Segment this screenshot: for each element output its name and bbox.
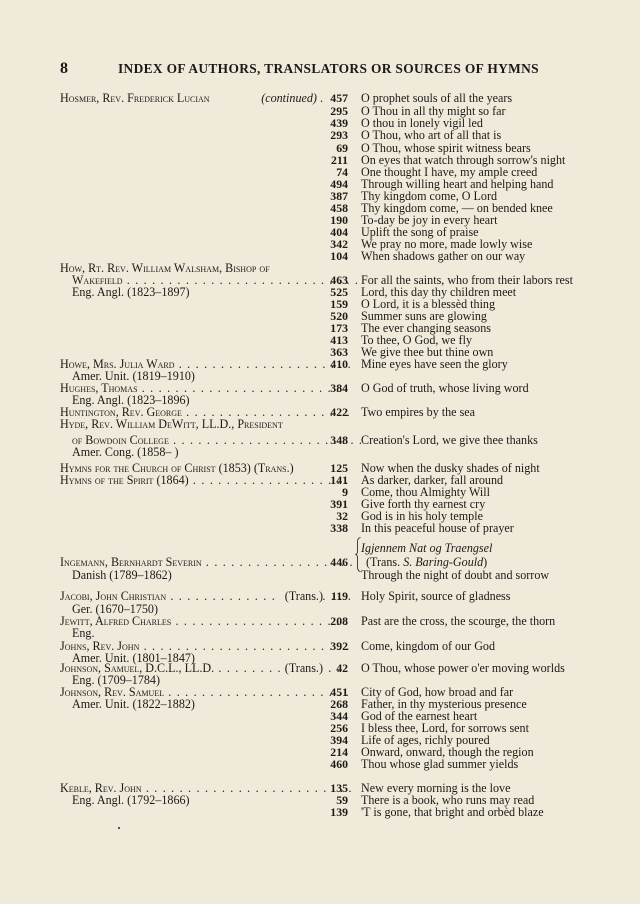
hymn-text: City of God, how broad and far	[361, 685, 514, 699]
hymn-text: Onward, onward, though the region	[361, 745, 534, 759]
hymn-number: 256	[330, 721, 348, 735]
hymn-number: 413	[330, 333, 348, 347]
hymn-text: Give forth thy earnest cry	[361, 497, 486, 511]
author-label: Jacobi, John Christian . . .	[60, 590, 352, 603]
hymn-number: 342	[330, 237, 348, 251]
hymn-number: 344	[330, 709, 348, 723]
hymn-text: In this peaceful house of prayer	[361, 521, 514, 535]
hymn-number: 458	[330, 201, 348, 215]
hymn-number: 214	[330, 745, 348, 759]
index-entry	[60, 446, 625, 459]
hymn-text: O thou in lonely vigil led	[361, 116, 483, 130]
author-label: Ingemann, Bernhardt Severin . . .	[60, 556, 352, 569]
hymn-number: 211	[330, 153, 348, 167]
hymn-text: Uplift the song of praise	[361, 225, 479, 239]
hymn-text: As darker, darker, fall around	[361, 473, 504, 487]
hymn-text: One thought I have, my ample creed	[361, 165, 538, 179]
hymn-number: 446	[330, 555, 348, 569]
hymn-number: 69	[336, 141, 348, 155]
hymn-text: Come, kingdom of our God	[361, 639, 496, 653]
suffix-text: (Trans.)	[284, 589, 323, 603]
hymn-text: Creation's Lord, we give thee thanks	[361, 433, 538, 447]
hymn-number: 74	[336, 165, 348, 179]
brace-mark	[355, 537, 361, 572]
author-label: How, Rt. Rev. William Walsham, Bishop of	[60, 262, 270, 275]
hymn-number: 384	[330, 381, 348, 395]
hymn-number: 268	[330, 697, 348, 711]
hymn-number: 135	[330, 781, 348, 795]
author-label: Huntington, Rev. George . . .	[60, 406, 352, 419]
hymn-number: 525	[330, 285, 348, 299]
hymn-text: When shadows gather on our way	[361, 249, 526, 263]
hymn-first-line	[361, 806, 544, 819]
hymn-text: Two empires by the sea	[361, 405, 476, 419]
hymn-number: 104	[330, 249, 348, 263]
hymn-number: 125	[330, 461, 348, 475]
author-label: Eng. Angl. (1823–1897)	[72, 286, 190, 299]
hymn-text: Father, in thy mysterious presence	[361, 697, 527, 711]
author-label: Hymns for the Church of Christ (1853) (Trans.)	[60, 462, 294, 475]
hymn-text: I bless thee, Lord, for sorrows sent	[361, 721, 529, 735]
hymn-text: Lord, this day thy children meet	[361, 285, 517, 299]
hymn-text: Thy kingdom come, O Lord	[361, 189, 498, 203]
hymn-text: On eyes that watch through sorrow's night	[361, 153, 566, 167]
hymn-text: Come, thou Almighty Will	[361, 485, 490, 499]
hymn-number: 59	[336, 793, 348, 807]
hymn-first-line	[361, 522, 514, 535]
author-label: Ger. (1670–1750)	[72, 603, 158, 616]
hymn-text: We pray no more, made lowly wise	[361, 237, 533, 251]
author-suffix	[257, 92, 323, 105]
hymn-text: To-day be joy in every heart	[361, 213, 498, 227]
page-title: INDEX OF AUTHORS, TRANSLATORS OR SOURCES OF HYMNS	[118, 61, 539, 76]
hymn-text: Through the night of doubt and sorrow	[361, 568, 550, 582]
hymn-number: 190	[330, 213, 348, 227]
hymn-number: 42	[336, 661, 348, 675]
hymn-number: 208	[330, 614, 348, 628]
author-label: Hyde, Rev. William DeWitt, LL.D., President	[60, 418, 283, 431]
hymn-text: Through willing heart and helping hand	[361, 177, 554, 191]
author-label: Amer. Cong. (1858– )	[72, 446, 179, 459]
hymn-first-line	[361, 590, 510, 603]
author-label: Johns, Rev. John . . .	[60, 640, 352, 653]
author-label: Hughes, Thomas . . .	[60, 382, 352, 395]
hymn-number: 394	[330, 733, 348, 747]
hymn-text: O Thou, who art of all that is	[361, 128, 502, 142]
author-label: Eng. Angl. (1792–1866)	[72, 794, 190, 807]
hymn-text: O God of truth, whose living word	[361, 381, 529, 395]
hymn-number: 363	[330, 345, 348, 359]
hymn-number: 392	[330, 639, 348, 653]
index-entry	[60, 590, 625, 603]
author-label: of Bowdoin College . . .	[60, 434, 364, 447]
hymn-number: 119	[330, 589, 348, 603]
hymn-number: 139	[330, 805, 348, 819]
hymn-text: The ever changing seasons	[361, 321, 491, 335]
hymn-number: 410	[330, 357, 348, 371]
hymn-text: Mine eyes have seen the glory	[361, 357, 508, 371]
hymn-number: 520	[330, 309, 348, 323]
translator-name: S. Baring-Gould	[403, 555, 484, 569]
author-label: Danish (1789–1862)	[72, 569, 172, 582]
hymn-text: God of the earnest heart	[361, 709, 478, 723]
hymn-number: 404	[330, 225, 348, 239]
suffix-text: (Trans.)	[284, 661, 323, 675]
index-entry	[60, 806, 625, 819]
hymn-text: Igjennem Nat og Traengsel	[361, 541, 493, 555]
hymn-text: Life of ages, richly poured	[361, 733, 490, 747]
author-label: Johnson, Samuel, D.C.L., LL.D. . . .	[60, 662, 352, 675]
index-entry	[60, 522, 625, 535]
hymn-number: 348	[330, 433, 348, 447]
hymn-number: 295	[330, 104, 348, 118]
continued-note: (continued)	[261, 91, 317, 105]
hymn-text: O Thou in all thy might so far	[361, 104, 506, 118]
hymn-text: Holy Spirit, source of gladness	[361, 589, 511, 603]
author-label: Hymns of the Spirit (1864) . . .	[60, 474, 352, 487]
hymn-text-end: )	[483, 555, 488, 569]
hymn-first-line	[361, 542, 492, 555]
author-label: Wakefield . . .	[60, 274, 364, 287]
hymn-text: O Thou, whose spirit witness bears	[361, 141, 531, 155]
hymn-number: 159	[330, 297, 348, 311]
hymn-text: Thy kingdom come, — on bended knee	[361, 201, 553, 215]
author-label: Amer. Unit. (1822–1882)	[72, 698, 195, 711]
page-number: 8	[60, 60, 68, 77]
hymn-text: O Thou, whose power o'er moving worlds	[361, 661, 565, 675]
hymn-first-line	[361, 569, 549, 582]
hymn-number: 457	[330, 91, 348, 105]
hymn-text: There is a book, who runs may read	[361, 793, 535, 807]
hymn-number: 293	[330, 128, 348, 142]
suffix-text: .	[319, 91, 323, 105]
hymn-number: 463	[330, 273, 348, 287]
hymn-text: (Trans.	[366, 555, 401, 569]
author-label: Hosmer, Rev. Frederick Lucian	[60, 92, 210, 105]
hymn-number: 451	[330, 685, 348, 699]
hymn-text: Thou whose glad summer yields	[361, 757, 519, 771]
hymn-text: Past are the cross, the scourge, the thorn	[361, 614, 556, 628]
hymn-number: 32	[336, 509, 348, 523]
index-entry	[60, 569, 625, 582]
author-label: Amer. Unit. (1801–1847)	[72, 652, 195, 665]
hymn-number: 173	[330, 321, 348, 335]
author-label: Eng. Angl. (1823–1896)	[72, 394, 190, 407]
hymn-text: For all the saints, who from their labors rest	[361, 273, 573, 287]
hymn-number: 391	[330, 497, 348, 511]
author-label: Eng.	[72, 627, 95, 640]
author-label: Johnson, Rev. Samuel . . .	[60, 686, 352, 699]
hymn-number: 9	[342, 485, 348, 499]
hymn-text: O Lord, it is a blessèd thing	[361, 297, 496, 311]
hymn-number: 387	[330, 189, 348, 203]
author-label: Amer. Unit. (1819–1910)	[72, 370, 195, 383]
hymn-text: New every morning is the love	[361, 781, 511, 795]
author-label: Eng. (1709–1784)	[72, 674, 161, 687]
hymn-text: We give thee but thine own	[361, 345, 494, 359]
hymn-text: Summer suns are glowing	[361, 309, 487, 323]
hymn-text: O prophet souls of all the years	[361, 91, 513, 105]
author-label: Jewitt, Alfred Charles . . .	[60, 615, 352, 628]
hymn-text: Now when the dusky shades of night	[361, 461, 540, 475]
hymn-number: 338	[330, 521, 348, 535]
hymn-number: 494	[330, 177, 348, 191]
hymn-text: 'T is gone, that bright and orbèd blaze	[361, 805, 544, 819]
author-label: Howe, Mrs. Julia Ward . . .	[60, 358, 352, 371]
author-label: Keble, Rev. John . . .	[60, 782, 352, 795]
hymn-number: 460	[330, 757, 348, 771]
index-entry	[60, 418, 625, 431]
hymn-number: 141	[330, 473, 348, 487]
hymn-number: 439	[330, 116, 348, 130]
index-entry	[60, 542, 625, 555]
hymn-text: God is in his holy temple	[361, 509, 483, 523]
hymn-text: To thee, O God, we fly	[361, 333, 472, 347]
hymn-number: 422	[330, 405, 348, 419]
page-speck	[118, 827, 120, 829]
